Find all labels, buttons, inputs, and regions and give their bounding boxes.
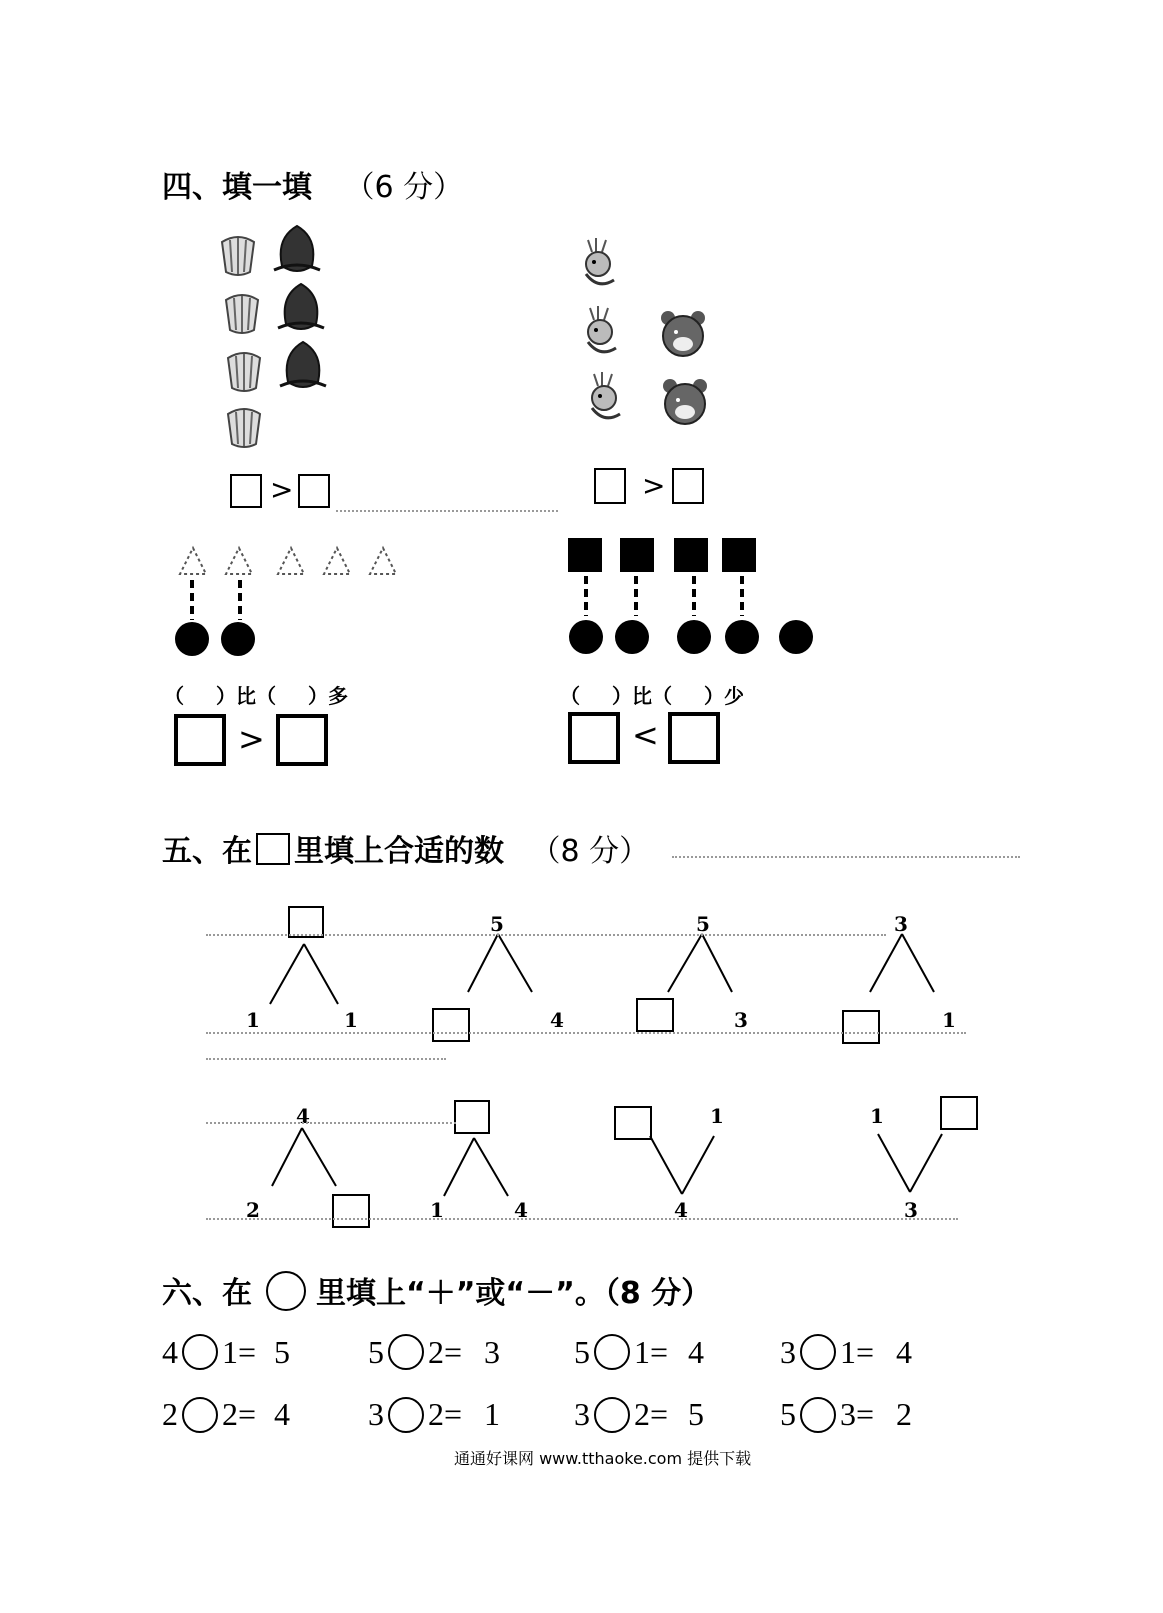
black-dot [175,622,209,656]
tree-right-number: 4 [550,1008,564,1032]
answer-box[interactable] [668,712,720,764]
equation-b: 1= [222,1334,257,1370]
section4-score: （6 分） [344,170,464,205]
equation-b: 2= [428,1396,463,1432]
cabbage-icon [220,404,268,452]
compare-more-part: ）多 [308,684,348,708]
tree-left-number: 1 [246,1008,260,1032]
dotted-divider [672,856,1020,858]
deer-icon [572,302,632,362]
black-dot [725,620,759,654]
footer-watermark: 通通好课网 www.tthaoke.com 提供下载 [454,1449,752,1468]
equation-c: 5 [688,1396,704,1432]
equation-b: 2= [428,1334,463,1370]
equation-c: 4 [274,1396,290,1432]
equation-a: 2 [162,1396,178,1432]
compare-less-part: （ [560,684,580,708]
equation-b: 1= [840,1334,875,1370]
tree-left-box[interactable] [842,1010,880,1044]
tree-branches [878,1134,948,1194]
equation-c: 5 [274,1334,290,1370]
equation-a: 5 [574,1334,590,1370]
section6-title-post: 里填上“＋”或“－”。（8 分） [316,1276,712,1311]
eggplant-icon [268,222,326,278]
compare-less-part: ）比（ [612,684,672,708]
operator-circle[interactable] [388,1334,424,1370]
section6-title [162,1268,711,1312]
tree-top-number: 3 [894,912,908,936]
eggplant-icon [272,280,330,336]
operator-circle[interactable] [800,1397,836,1433]
equation-b: 1= [634,1334,669,1370]
black-dot [615,620,649,654]
title-circle-icon [266,1271,306,1311]
tree-right-number: 4 [514,1198,528,1222]
dotted-guide [206,934,886,936]
equation-a: 3 [780,1334,796,1370]
tree-branches [468,934,538,994]
black-square [568,538,602,572]
tree-branches [270,944,340,1004]
compare-less-sentence [560,680,744,709]
section5-score: （8 分） [530,834,650,869]
operator-circle[interactable] [800,1334,836,1370]
cabbage-icon [220,348,268,396]
dashed-connector [238,580,242,620]
dashed-connector [584,576,588,616]
black-dot [779,620,813,654]
equation-a: 5 [368,1334,384,1370]
triangle-icon [178,546,208,576]
deer-icon [570,234,630,294]
tree-branches [444,1138,514,1198]
compare-less-part: ）少 [704,684,744,708]
tree-top-number: 5 [490,912,504,936]
operator-circle[interactable] [594,1334,630,1370]
black-dot [569,620,603,654]
answer-box[interactable] [568,712,620,764]
section4-title-text: 四、填一填 [162,170,312,205]
black-dot [677,620,711,654]
equation-a: 3 [574,1396,590,1432]
operator-circle[interactable] [182,1397,218,1433]
dotted-guide [206,1058,446,1060]
greater-than-sign: > [270,473,294,506]
bear-icon [656,306,710,360]
tree-left-number: 1 [870,1104,884,1128]
operator-circle[interactable] [594,1397,630,1433]
tree-top-number: 5 [696,912,710,936]
title-box-icon [256,833,290,865]
tree-branches [870,934,940,994]
greater-than-sign: > [642,469,666,502]
equation-c: 2 [896,1396,912,1432]
dotted-divider [336,510,558,512]
answer-box[interactable] [672,468,704,504]
section5-title-pre: 五、在 [162,834,252,869]
black-square [722,538,756,572]
triangle-icon [322,546,352,576]
equation-c: 4 [896,1334,912,1370]
answer-box[interactable] [230,474,262,508]
equation-c: 1 [484,1396,500,1432]
greater-than-sign: > [238,720,265,758]
tree-right-number: 3 [734,1008,748,1032]
black-dot [221,622,255,656]
section5-title-post: 里填上合适的数 [294,834,504,869]
dashed-connector [634,576,638,616]
section5-title [162,826,649,870]
less-than-sign: < [632,716,659,754]
tree-top-box[interactable] [454,1100,490,1134]
triangle-icon [224,546,254,576]
dashed-connector [692,576,696,616]
tree-right-number: 1 [710,1104,724,1128]
equation-b: 3= [840,1396,875,1432]
tree-left-box[interactable] [432,1008,470,1042]
dashed-connector [190,580,194,620]
compare-more-part: ）比（ [216,684,276,708]
tree-left-box[interactable] [636,998,674,1032]
answer-box[interactable] [276,714,328,766]
section4-title [162,162,463,206]
tree-branches [272,1128,342,1188]
black-square [674,538,708,572]
tree-right-number: 1 [344,1008,358,1032]
operator-circle[interactable] [182,1334,218,1370]
equation-a: 5 [780,1396,796,1432]
triangle-icon [368,546,398,576]
dotted-guide [206,1218,958,1220]
section6-title-pre: 六、在 [162,1276,252,1311]
dashed-connector [740,576,744,616]
equation-b: 2= [634,1396,669,1432]
tree-top-number: 3 [904,1198,918,1222]
bear-icon [658,374,712,428]
answer-box[interactable] [298,474,330,508]
black-square [620,538,654,572]
tree-left-box[interactable] [614,1106,652,1140]
tree-left-number: 2 [246,1198,260,1222]
deer-icon [576,368,636,428]
tree-left-number: 1 [430,1198,444,1222]
dotted-guide [206,1032,966,1034]
tree-right-box[interactable] [332,1194,370,1228]
answer-box[interactable] [174,714,226,766]
equation-c: 4 [688,1334,704,1370]
tree-branches [650,1136,720,1196]
tree-top-number: 4 [296,1104,310,1128]
equation-b: 2= [222,1396,257,1432]
tree-right-number: 1 [942,1008,956,1032]
compare-more-sentence [164,680,348,709]
equation-a: 3 [368,1396,384,1432]
equation-a: 4 [162,1334,178,1370]
tree-right-box[interactable] [940,1096,978,1130]
compare-more-part: （ [164,684,184,708]
equation-c: 3 [484,1334,500,1370]
cabbage-icon [214,232,262,280]
triangle-icon [276,546,306,576]
tree-branches [668,934,738,994]
cabbage-icon [218,290,266,338]
operator-circle[interactable] [388,1397,424,1433]
dotted-guide [206,1122,456,1124]
tree-top-number: 4 [674,1198,688,1222]
eggplant-icon [274,338,332,394]
answer-box[interactable] [594,468,626,504]
